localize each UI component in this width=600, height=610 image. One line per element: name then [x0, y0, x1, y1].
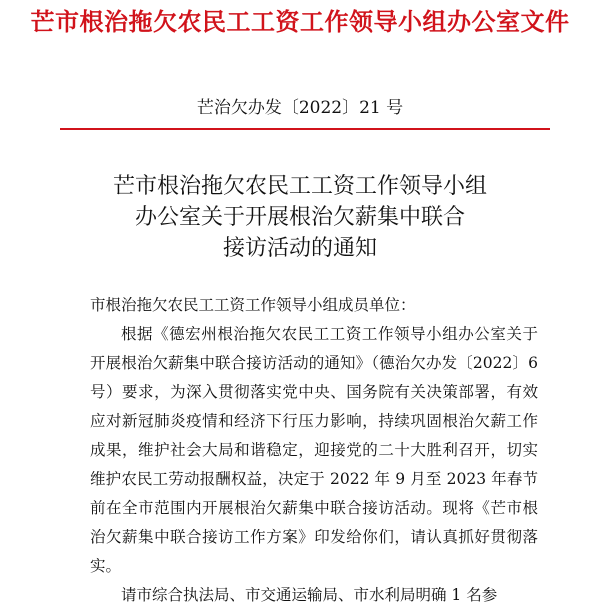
red-separator-line — [60, 128, 550, 130]
document-body — [90, 291, 538, 610]
body-paragraph-1: 根据《德宏州根治拖欠农民工工资工作领导小组办公室关于开展根治欠薪集中联合接访活动的通知》（德治欠办发〔2022〕6 号）要求，为深入贯彻落实党中央、国务院有关决策部署，有效应对新冠肺炎疫情和经济下行压力影响，持续巩固根治欠薪工作成果，维护社会大局和谐稳定，迎接党的二十大胜利召开，切实维护农民工劳动报酬权益，决定于 2022 年 9 月至 2023 年春节前在全市范围内开展根治欠薪集中联合接访活动。现将《芒市根治欠薪集中联合接访工作方案》印发给你们，请认真抓好贯彻落实。 — [90, 325, 538, 575]
salutation: 市根治拖欠农民工工资工作领导小组成员单位： — [90, 296, 416, 314]
document-masthead: 芒市根治拖欠农民工工资工作领导小组办公室文件 — [30, 7, 570, 36]
document-number: 芒治欠办发〔2022〕21 号 — [196, 98, 404, 118]
body-paragraph-2: 请市综合执法局、市交通运输局、市水利局明确 1 名参 — [121, 586, 498, 604]
document-title — [0, 171, 600, 264]
title-line-3: 接访活动的通知 — [222, 236, 377, 261]
title-line-2: 办公室关于开展根治欠薪集中联合 — [134, 205, 465, 230]
title-line-1: 芒市根治拖欠农民工工资工作领导小组 — [112, 174, 487, 199]
